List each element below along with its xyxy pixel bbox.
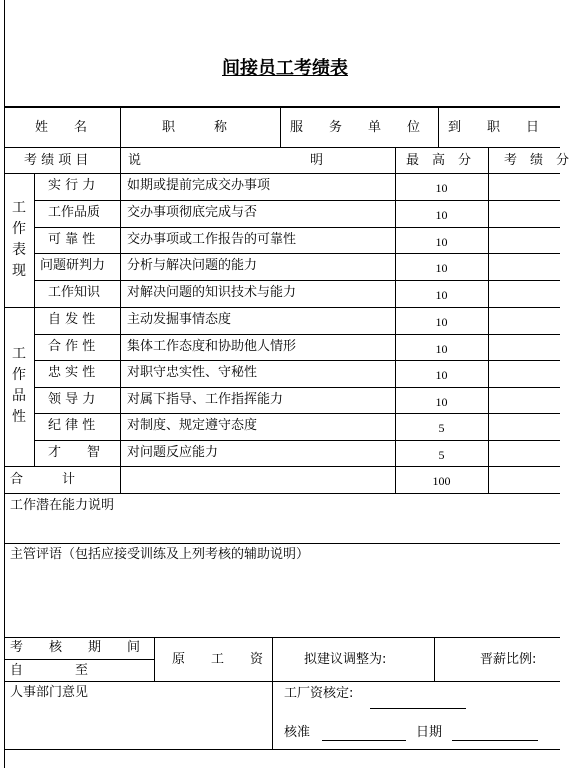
row-line [34, 200, 560, 201]
position-label: 职 称 [162, 120, 228, 135]
total-top-line [4, 466, 560, 467]
row-line [34, 227, 560, 228]
item-name: 领 导 力 [48, 392, 96, 407]
adjust-to-label: 拟建议调整为: [304, 652, 387, 667]
item-name: 合 作 性 [48, 339, 96, 354]
item-name: 工作品质 [48, 205, 101, 220]
wage-verify-label: 工厂资核定: [284, 686, 354, 701]
form-left-border [4, 0, 5, 768]
row-line [34, 387, 560, 388]
period-right-line [154, 637, 155, 682]
max-column-header: 最 高 分 [406, 153, 472, 168]
score-column-left-line [488, 147, 489, 493]
supervisor-comment-label: 主管评语（包括应接受训练及上列考核的辅助说明） [10, 547, 310, 562]
item-desc: 对解决问题的知识技术与能力 [127, 285, 297, 300]
total-bottom-line [4, 493, 560, 494]
item-max: 10 [435, 261, 448, 275]
item-name: 工作知识 [48, 285, 101, 300]
supervisor-bottom-line [4, 637, 560, 638]
item-max: 10 [435, 342, 448, 356]
group-label-performance: 工作表现 [12, 200, 26, 279]
hr-opinion-label: 人事部门意见 [10, 685, 89, 700]
item-max: 10 [435, 368, 448, 382]
name-label: 姓 名 [35, 120, 88, 135]
date-blank [452, 740, 538, 741]
item-desc: 对职守忠实性、守秘性 [127, 365, 258, 380]
item-name: 才 智 [48, 445, 101, 460]
item-desc: 集体工作态度和协助他人情形 [127, 339, 297, 354]
hr-divider-line [272, 681, 273, 749]
item-desc: 对制度、规定遵守态度 [127, 418, 258, 433]
approve-blank [322, 740, 406, 741]
form-title: 间接员工考绩表 [222, 58, 348, 79]
join-date-label: 到 职 日 [448, 120, 540, 135]
row-line [34, 360, 560, 361]
item-desc: 对问题反应能力 [127, 445, 219, 460]
header-divider-2 [280, 106, 281, 147]
form-bottom-border [4, 749, 560, 750]
desc-column-left-line [120, 147, 121, 493]
salary-right-line [272, 637, 273, 682]
item-max: 5 [438, 448, 445, 462]
period-divider-line [4, 659, 154, 660]
header-divider-1 [120, 106, 121, 147]
item-max: 5 [438, 421, 445, 435]
item-max: 10 [435, 288, 448, 302]
period-from-to: 自 至 [10, 663, 89, 678]
item-name: 可 靠 性 [48, 232, 96, 247]
item-name: 自 发 性 [48, 312, 96, 327]
group-divider-line [4, 307, 560, 308]
item-max: 10 [435, 235, 448, 249]
item-desc: 对属下指导、工作指挥能力 [127, 392, 284, 407]
item-column-header: 考 绩 项 目 [24, 153, 89, 168]
item-max: 10 [435, 315, 448, 329]
item-name: 忠 实 性 [48, 365, 96, 380]
score-column-header: 考 绩 分 [504, 153, 569, 168]
raise-ratio-label: 晋薪比例: [480, 652, 537, 667]
column-header-bottom-line [4, 173, 560, 174]
header-bottom-line [4, 147, 560, 148]
row-line [34, 440, 560, 441]
row-line [34, 253, 560, 254]
unit-label: 服 务 单 位 [290, 120, 421, 135]
group-column-right-line [34, 173, 35, 467]
header-top-line [4, 106, 560, 108]
item-desc: 如期或提前完成交办事项 [127, 178, 271, 193]
potential-bottom-line [4, 543, 560, 544]
item-desc: 交办事项或工作报告的可靠性 [127, 232, 297, 247]
item-name: 纪 律 性 [48, 418, 96, 433]
adjust-right-line [434, 637, 435, 682]
item-desc: 交办事项彻底完成与否 [127, 205, 258, 220]
original-salary-label: 原 工 资 [172, 652, 264, 667]
header-divider-3 [438, 106, 439, 147]
item-max: 10 [435, 181, 448, 195]
row-line [34, 280, 560, 281]
period-label: 考 核 期 间 [10, 640, 141, 655]
item-max: 10 [435, 208, 448, 222]
item-name: 实 行 力 [48, 178, 96, 193]
wage-verify-blank [370, 708, 466, 709]
item-max: 10 [435, 395, 448, 409]
potential-label: 工作潜在能力说明 [10, 498, 115, 513]
item-desc: 分析与解决问题的能力 [127, 258, 258, 273]
row-line [34, 334, 560, 335]
item-desc: 主动发掘事情态度 [127, 312, 232, 327]
period-bottom-line [4, 681, 560, 682]
item-name: 问题研判力 [40, 258, 106, 273]
total-label: 合 计 [10, 472, 76, 487]
group-label-character: 工作品性 [12, 346, 26, 425]
row-line [34, 413, 560, 414]
date-label: 日期 [416, 725, 443, 740]
desc-column-header: 说 明 [128, 153, 324, 168]
approve-label: 核准 [284, 725, 311, 740]
total-max: 100 [432, 474, 451, 488]
